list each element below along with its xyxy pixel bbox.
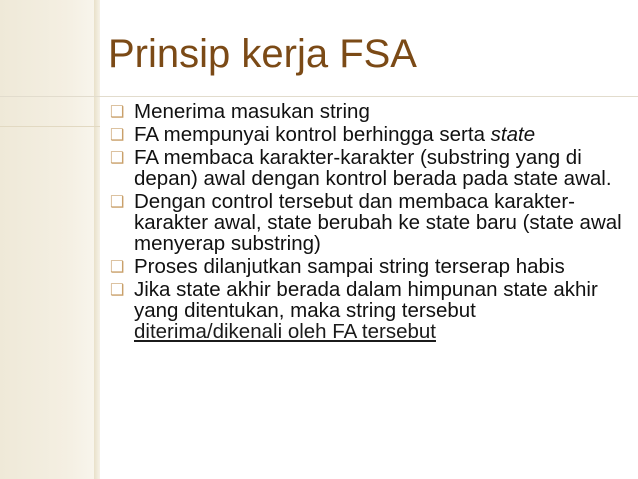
underlined-link-text[interactable]: diterima/dikenali oleh FA tersebut bbox=[134, 320, 436, 343]
bullet-item-5 bbox=[104, 256, 624, 277]
bullet-text: FA mempunyai kontrol berhingga serta bbox=[134, 123, 491, 146]
bullet-item-2 bbox=[104, 124, 624, 145]
bullet-text: Jika state akhir berada dalam himpunan state akhir yang ditentukan, maka string tersebut bbox=[134, 278, 598, 322]
bullet-icon: ❑ bbox=[110, 150, 125, 167]
bullet-item-3 bbox=[104, 147, 624, 189]
bullet-icon: ❑ bbox=[110, 194, 125, 211]
bullet-text: Proses dilanjutkan sampai string terserap habis bbox=[134, 255, 565, 278]
bullet-icon: ❑ bbox=[110, 127, 125, 144]
bullet-item-4 bbox=[104, 191, 624, 254]
bullet-text: FA membaca karakter-karakter (substring yang di depan) awal dengan kontrol berada pada state awal. bbox=[134, 146, 612, 190]
bullet-item-1 bbox=[104, 101, 624, 122]
slide-title: Prinsip kerja FSA bbox=[108, 32, 417, 76]
bullet-icon: ❑ bbox=[110, 282, 125, 299]
bullet-emphasis: state bbox=[490, 123, 536, 146]
title-divider bbox=[0, 96, 638, 97]
bullet-icon: ❑ bbox=[110, 259, 125, 276]
left-decorative-band bbox=[0, 0, 94, 479]
band-divider bbox=[0, 126, 100, 127]
bullet-item-6 bbox=[104, 279, 624, 342]
bullet-list bbox=[104, 101, 624, 344]
bullet-text: Menerima masukan string bbox=[134, 100, 370, 123]
band-edge bbox=[94, 0, 100, 479]
bullet-text: Dengan control tersebut dan membaca karakter-karakter awal, state berubah ke state baru (state awal menyerap substring) bbox=[134, 190, 622, 255]
bullet-icon: ❑ bbox=[110, 104, 125, 121]
